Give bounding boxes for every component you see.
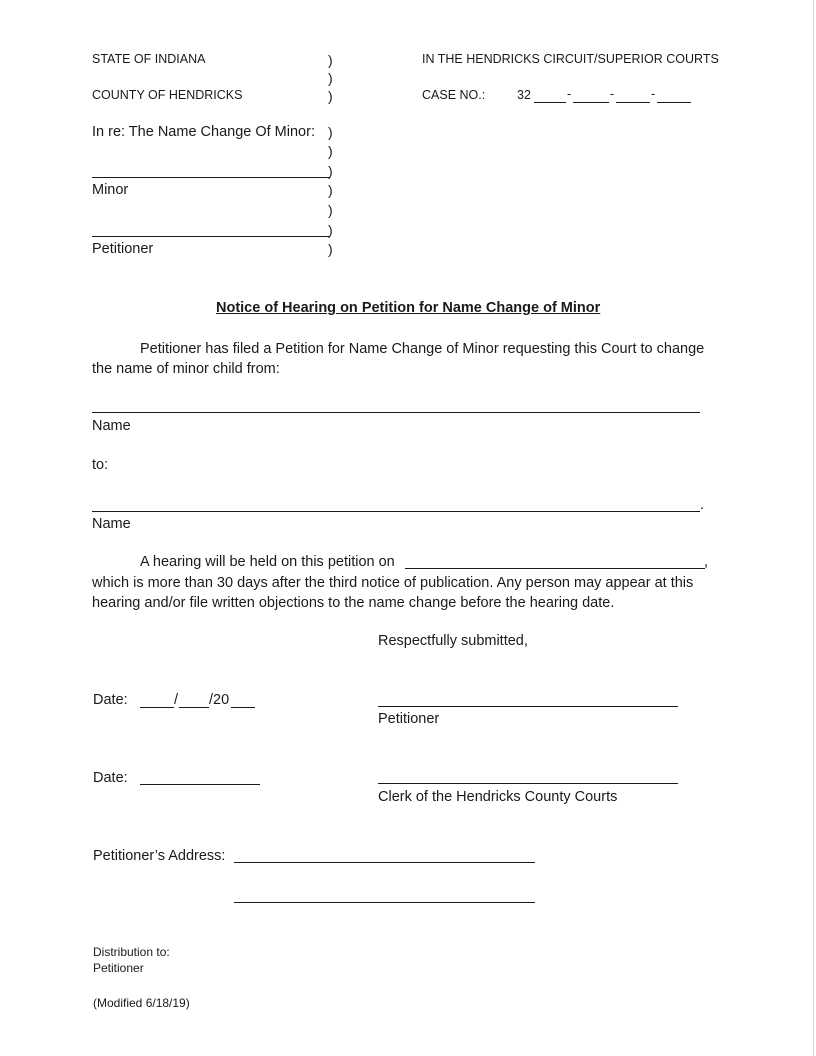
intro-paragraph: Petitioner has filed a Petition for Name Change of Minor requesting this Court to change the name of minor child from: xyxy=(92,341,705,377)
case-number-field[interactable] xyxy=(616,102,650,103)
caption-paren: ) xyxy=(328,202,333,218)
caption-paren: ) xyxy=(328,163,333,179)
caption-paren: ) xyxy=(328,222,333,238)
case-number-prefix: 32 xyxy=(517,88,531,102)
county-label: COUNTY OF HENDRICKS xyxy=(92,88,243,102)
caption-paren: ) xyxy=(328,143,333,159)
caption-paren: ) xyxy=(328,241,333,257)
date-slash: / xyxy=(174,692,179,708)
petitioner-name-line[interactable] xyxy=(92,236,330,237)
caption-paren: ) xyxy=(328,70,333,86)
case-number-separator: - xyxy=(651,87,656,101)
current-name-label: Name xyxy=(92,418,131,434)
date-month-field[interactable] xyxy=(140,707,174,708)
court-label: IN THE HENDRICKS CIRCUIT/SUPERIOR COURTS xyxy=(422,52,719,66)
case-number-field[interactable] xyxy=(657,102,691,103)
distribution-label: Distribution to: xyxy=(93,945,170,959)
case-number-separator: - xyxy=(610,87,615,101)
caption-paren: ) xyxy=(328,182,333,198)
clerk-date-label: Date: xyxy=(93,770,128,786)
to-label: to: xyxy=(92,457,109,473)
caption-paren: ) xyxy=(328,52,333,68)
clerk-signature-label: Clerk of the Hendricks County Courts xyxy=(378,789,618,805)
hearing-lead-text: A hearing will be held on this petition on xyxy=(140,554,395,570)
petitioner-signature-label: Petitioner xyxy=(378,711,440,727)
address-line-2[interactable] xyxy=(234,902,535,903)
case-number-field[interactable] xyxy=(534,102,566,103)
distribution-recipient: Petitioner xyxy=(93,961,144,975)
respectfully-submitted: Respectfully submitted, xyxy=(378,633,528,649)
case-number-field[interactable] xyxy=(573,102,609,103)
address-line-1[interactable] xyxy=(234,862,535,863)
modified-date: (Modified 6/18/19) xyxy=(93,996,190,1010)
date-year-prefix: /20 xyxy=(209,692,230,708)
minor-label: Minor xyxy=(92,182,129,198)
in-re-label: In re: The Name Change Of Minor: xyxy=(92,124,315,140)
current-name-line[interactable] xyxy=(92,412,700,413)
new-name-label: Name xyxy=(92,516,131,532)
date-day-field[interactable] xyxy=(179,707,209,708)
clerk-signature-line[interactable] xyxy=(378,783,678,784)
new-name-period: . xyxy=(700,497,705,513)
clerk-date-field[interactable] xyxy=(140,784,260,785)
caption-paren: ) xyxy=(328,88,333,104)
document-title: Notice of Hearing on Petition for Name Change of Minor xyxy=(216,300,601,316)
petitioner-signature-line[interactable] xyxy=(378,706,678,707)
new-name-line[interactable] xyxy=(92,511,700,512)
case-number-separator: - xyxy=(567,87,572,101)
case-number-label: CASE NO.: xyxy=(422,88,486,102)
minor-name-line[interactable] xyxy=(92,177,330,178)
scan-edge xyxy=(813,0,814,1056)
hearing-comma: , xyxy=(704,554,709,570)
state-label: STATE OF INDIANA xyxy=(92,52,206,66)
petitioner-address-label: Petitioner’s Address: xyxy=(93,848,226,864)
hearing-paragraph: which is more than 30 days after the third notice of publication. Any person may appear at this hearing and/or file written objections to the name change before the hearing date. xyxy=(92,575,694,611)
date-label: Date: xyxy=(93,692,128,708)
caption-paren: ) xyxy=(328,124,333,140)
hearing-date-line[interactable] xyxy=(405,568,705,569)
date-year-field[interactable] xyxy=(231,707,255,708)
petitioner-label: Petitioner xyxy=(92,241,154,257)
